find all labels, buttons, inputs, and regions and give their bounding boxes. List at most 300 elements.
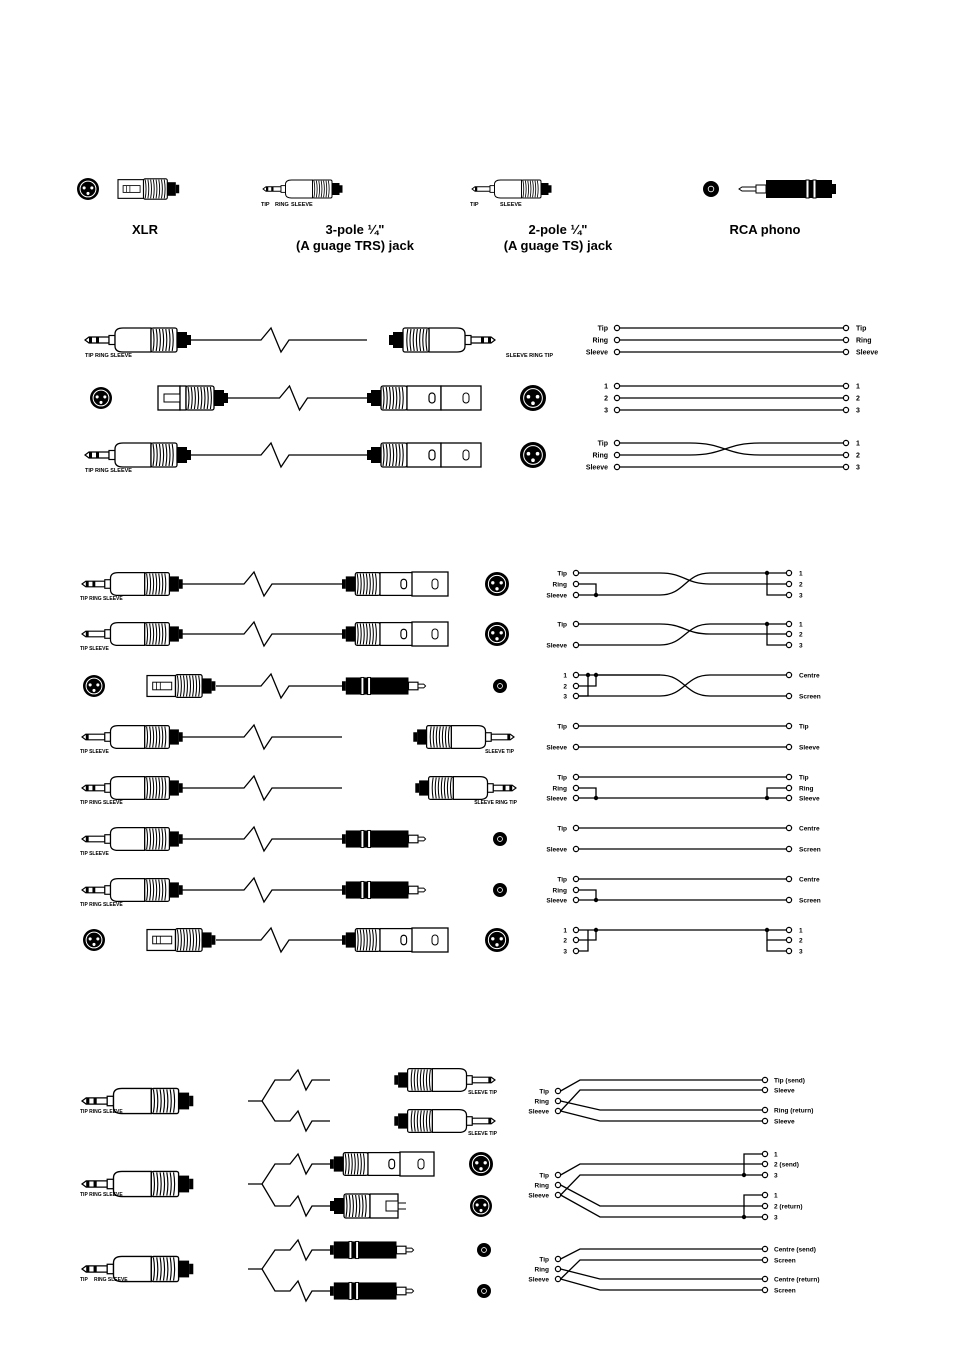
legend-rca-line1: RCA phono xyxy=(729,222,801,237)
xlr-catch xyxy=(429,450,435,460)
strain-relief xyxy=(169,882,179,897)
junction xyxy=(594,593,598,597)
tip-insulator xyxy=(488,1077,491,1083)
terminal xyxy=(573,774,578,779)
label: Screen xyxy=(799,693,821,701)
label: Sleeve xyxy=(546,642,567,650)
label: Sleeve xyxy=(546,846,567,854)
label: Sleeve xyxy=(585,349,608,357)
label: Sleeve xyxy=(546,897,567,905)
plug-collar xyxy=(105,886,111,895)
label: 3 xyxy=(563,948,567,956)
strain-relief-end xyxy=(330,1286,334,1296)
rca-face xyxy=(703,181,719,197)
xlr-body xyxy=(400,1152,434,1176)
label: Tip xyxy=(539,1172,549,1180)
terminal xyxy=(786,846,791,851)
y-cable-branch xyxy=(262,1269,330,1301)
xlr-socket-plug-icon xyxy=(367,443,441,467)
plug-collar xyxy=(105,784,111,793)
plug-label: TIP RING SLEEVE xyxy=(85,353,132,359)
tip-insulator xyxy=(86,581,89,587)
tip-insulator xyxy=(488,1118,491,1124)
terminal xyxy=(786,621,791,626)
plug-tip xyxy=(82,734,105,740)
rca-shell xyxy=(766,180,806,198)
label: 1 xyxy=(856,383,860,391)
terminal xyxy=(573,887,578,892)
rca-band xyxy=(813,180,816,198)
ts-plug-icon xyxy=(413,726,514,749)
strain-relief xyxy=(169,831,179,846)
xlr-body xyxy=(441,443,481,467)
plug-shell xyxy=(111,879,145,902)
tip-insulator xyxy=(86,887,89,893)
label: Tip xyxy=(557,825,567,833)
terminal xyxy=(786,581,791,586)
xlr-pin xyxy=(92,943,95,946)
xlr-socket-plug-icon xyxy=(342,573,412,596)
label: Sleeve xyxy=(856,349,879,357)
label: Tip xyxy=(597,440,608,448)
rca-pin xyxy=(739,187,756,191)
xlr-catch xyxy=(432,579,438,589)
xlr-plug-icon xyxy=(118,179,179,199)
plug-collar xyxy=(490,186,495,193)
strain-relief xyxy=(169,729,179,744)
plug-tip xyxy=(472,1118,495,1124)
ring-insulator xyxy=(92,887,95,893)
junction xyxy=(765,928,769,932)
tip-insulator xyxy=(86,734,89,740)
ring-insulator xyxy=(92,785,95,791)
ts-plug-icon xyxy=(394,1069,495,1092)
plug-shell xyxy=(111,828,145,851)
xlr-body-ext xyxy=(400,1152,434,1176)
label: Sleeve xyxy=(774,1118,795,1126)
plug-shell xyxy=(429,328,465,352)
plug-collar xyxy=(105,580,111,589)
label: 2 (send) xyxy=(774,1161,799,1169)
y-cable-branch xyxy=(262,1184,330,1216)
strain-relief-end xyxy=(342,834,346,844)
strain-relief-end xyxy=(189,1264,193,1275)
xlr-pin xyxy=(483,1203,486,1206)
ts-plug-icon xyxy=(82,623,183,646)
terminal xyxy=(573,642,578,647)
plug-shell xyxy=(286,180,313,198)
xlr-socket-icon xyxy=(469,1152,493,1176)
xlr-plug-icon xyxy=(147,929,215,952)
strain-relief xyxy=(179,1261,190,1278)
label: 3 xyxy=(856,464,860,472)
label: 3 xyxy=(774,1172,778,1180)
xlr-pin xyxy=(500,631,503,634)
xlr-body xyxy=(412,622,448,646)
terminal xyxy=(786,948,791,953)
plug-tip xyxy=(491,734,514,740)
rca-face xyxy=(493,679,507,693)
wire xyxy=(561,1279,763,1290)
plug-label: TIP SLEEVE xyxy=(80,749,109,755)
terminal xyxy=(555,1266,560,1271)
label: 2 xyxy=(604,395,608,403)
terminal xyxy=(614,440,619,445)
label: Tip xyxy=(597,325,608,333)
plug-collar xyxy=(107,1179,113,1188)
plug-label: TIP RING SLEEVE xyxy=(80,902,123,908)
rca-plug-icon xyxy=(330,1241,414,1258)
junction xyxy=(742,1173,746,1177)
strain-relief xyxy=(334,1156,344,1171)
xlr-pin xyxy=(475,1161,478,1164)
plug-label: TIP SLEEVE xyxy=(80,851,109,857)
ring-insulator xyxy=(96,452,99,458)
xlr-catch xyxy=(418,1159,424,1169)
xlr-body xyxy=(380,573,412,596)
label: Centre (return) xyxy=(774,1276,820,1284)
cable-break xyxy=(182,572,342,596)
label: Screen xyxy=(799,846,821,854)
strain-relief xyxy=(202,932,212,947)
plug-shell xyxy=(111,573,145,596)
plug-shell xyxy=(111,726,145,749)
ts-plug-icon xyxy=(472,180,552,198)
ring-insulator xyxy=(94,1098,97,1104)
rca-body xyxy=(346,677,361,694)
ring-insulator xyxy=(94,1266,97,1272)
xlr-catch xyxy=(389,1159,395,1169)
junction xyxy=(765,571,769,575)
label: 3 xyxy=(799,642,803,650)
cable-break xyxy=(216,674,342,698)
terminal xyxy=(843,395,848,400)
label: 3 xyxy=(604,407,608,415)
terminal xyxy=(762,1107,767,1112)
plug-label: TIP RING SLEEVE xyxy=(80,1109,123,1115)
strain-relief-end xyxy=(330,1159,334,1169)
terminal xyxy=(786,795,791,800)
label: 3 xyxy=(799,592,803,600)
junction xyxy=(742,1215,746,1219)
plug-collar xyxy=(105,733,111,742)
terminal xyxy=(786,631,791,636)
terminal xyxy=(786,642,791,647)
label: Sleeve xyxy=(546,744,567,752)
plug-collar xyxy=(281,186,286,193)
label: 2 xyxy=(799,581,803,589)
strain-relief-end xyxy=(415,783,419,793)
rca-plug-icon xyxy=(330,1282,414,1299)
rca-sleeve xyxy=(397,1287,407,1295)
xlr-socket-icon xyxy=(77,178,99,200)
tip-insulator xyxy=(475,187,477,192)
label: Tip xyxy=(799,723,809,731)
plug-label: RING SLEEVE xyxy=(94,1277,128,1283)
cable-break xyxy=(182,878,342,902)
plug-shell xyxy=(432,1110,466,1133)
label: Centre xyxy=(799,876,820,884)
cable-break xyxy=(182,827,342,851)
xlr-body xyxy=(412,928,448,952)
label: 1 xyxy=(799,927,803,935)
plug-label: TIP RING SLEEVE xyxy=(80,596,123,602)
rca-socket-icon xyxy=(493,832,507,846)
label: Tip xyxy=(799,774,809,782)
label: Sleeve xyxy=(528,1108,549,1116)
rca-pin xyxy=(418,837,426,841)
terminal xyxy=(843,337,848,342)
rca-band xyxy=(349,1241,352,1258)
tip-insulator xyxy=(89,337,92,343)
trs-plug-icon xyxy=(415,777,516,800)
label: Screen xyxy=(799,897,821,905)
terminal xyxy=(762,1087,767,1092)
terminal xyxy=(786,672,791,677)
strain-relief-end xyxy=(394,1075,398,1085)
rca-face xyxy=(493,832,507,846)
plug-label: TIP RING SLEEVE xyxy=(85,468,132,474)
rca-band xyxy=(368,830,371,847)
tip-insulator xyxy=(507,734,510,740)
strain-relief-end xyxy=(413,732,417,742)
xlr-pin xyxy=(89,683,92,686)
strain-relief xyxy=(169,576,179,591)
strain-relief-end xyxy=(549,185,552,193)
rca-band xyxy=(368,881,371,898)
strain-relief xyxy=(541,183,549,195)
label: Centre xyxy=(799,672,820,680)
terminal xyxy=(614,464,619,469)
terminal xyxy=(614,452,619,457)
terminal xyxy=(614,395,619,400)
terminal xyxy=(614,383,619,388)
xlr-catch xyxy=(401,579,407,589)
xlr-latch xyxy=(164,394,180,402)
strain-relief-end xyxy=(340,185,343,193)
terminal xyxy=(762,1077,767,1082)
tip-insulator xyxy=(86,631,89,637)
y-cable-branch xyxy=(262,1101,330,1131)
label: Ring xyxy=(799,785,814,793)
terminal xyxy=(762,1203,767,1208)
terminal xyxy=(573,744,578,749)
wire xyxy=(579,624,787,634)
terminal xyxy=(786,723,791,728)
xlr-pin xyxy=(96,395,99,398)
strain-relief xyxy=(371,447,381,463)
ring-insulator xyxy=(94,1181,97,1187)
wire xyxy=(561,1164,763,1175)
strain-relief xyxy=(179,1176,190,1193)
xlr-pin xyxy=(491,631,494,634)
terminal xyxy=(786,876,791,881)
xlr-body xyxy=(380,623,412,646)
xlr-pin xyxy=(531,458,535,462)
wire xyxy=(767,930,786,940)
xlr-body-ext xyxy=(412,572,448,596)
xlr-pin xyxy=(491,581,494,584)
rca-band xyxy=(356,1282,359,1299)
ring-insulator xyxy=(503,785,506,791)
rca-body xyxy=(346,881,361,898)
rca-socket-icon xyxy=(477,1243,491,1257)
xlr-body-ext xyxy=(412,622,448,646)
label: Ring xyxy=(552,785,567,793)
rca-band xyxy=(364,881,368,898)
wire xyxy=(579,890,596,900)
terminal xyxy=(762,1151,767,1156)
strain-relief-end xyxy=(367,393,371,403)
xlr-pin xyxy=(495,587,498,590)
wire xyxy=(620,443,844,455)
terminal xyxy=(786,937,791,942)
label: Sleeve xyxy=(528,1192,549,1200)
legend-trs-line1: 3-pole ¼" xyxy=(325,222,385,237)
plug-tip xyxy=(472,1077,495,1083)
legend-ts-line1: 2-pole ¼" xyxy=(528,222,588,237)
label: Ring xyxy=(552,581,567,589)
terminal xyxy=(555,1182,560,1187)
label: 1 xyxy=(563,927,567,935)
xlr-pin xyxy=(92,689,95,692)
strain-relief xyxy=(346,626,356,641)
tip-insulator xyxy=(86,1098,89,1104)
cable-break xyxy=(228,386,367,410)
xlr-pin xyxy=(83,186,86,189)
rca-plug-icon xyxy=(342,677,426,694)
terminal xyxy=(762,1161,767,1166)
label: 1 xyxy=(856,440,860,448)
xlr-catch xyxy=(463,393,469,403)
plug-shell xyxy=(115,443,151,467)
junction xyxy=(765,622,769,626)
label: Sleeve xyxy=(546,592,567,600)
terminal xyxy=(843,440,848,445)
xlr-pin xyxy=(479,1209,482,1212)
terminal xyxy=(573,948,578,953)
xlr-grip xyxy=(144,179,168,199)
xlr-pin xyxy=(484,1161,487,1164)
label: 2 xyxy=(799,631,803,639)
strain-relief-end xyxy=(176,185,179,194)
terminal xyxy=(786,774,791,779)
wire xyxy=(767,788,786,798)
terminal xyxy=(573,723,578,728)
trs-plug-icon xyxy=(82,777,183,800)
tip-insulator xyxy=(509,785,512,791)
terminal xyxy=(573,795,578,800)
terminal xyxy=(762,1214,767,1219)
terminal xyxy=(555,1276,560,1281)
ring-insulator xyxy=(96,337,99,343)
legend-plug-sleeve-label: SLEEVE xyxy=(291,202,313,208)
label: Centre xyxy=(799,825,820,833)
strain-relief-end xyxy=(832,184,836,194)
plug-label: TIP RING SLEEVE xyxy=(80,800,123,806)
rca-face xyxy=(477,1243,491,1257)
xlr-plug-icon xyxy=(158,386,228,410)
xlr-pin xyxy=(500,937,503,940)
strain-relief-end xyxy=(189,1179,193,1190)
xlr-socket-icon xyxy=(485,928,509,952)
label: Sleeve xyxy=(799,795,820,803)
trs-plug-icon xyxy=(85,328,191,352)
wire xyxy=(561,1175,763,1195)
rca-band xyxy=(356,1241,359,1258)
strain-relief-end xyxy=(394,1116,398,1126)
xlr-body xyxy=(380,929,412,952)
xlr-body-ext xyxy=(412,928,448,952)
terminal xyxy=(614,325,619,330)
cable-break xyxy=(191,443,367,467)
terminal xyxy=(762,1172,767,1177)
rca-body xyxy=(334,1282,349,1299)
terminal xyxy=(843,383,848,388)
ts-plug-icon xyxy=(82,726,183,749)
plug-label: TIP xyxy=(80,1277,88,1283)
ring-insulator xyxy=(481,337,484,343)
plug-tip xyxy=(472,187,490,192)
terminal xyxy=(573,672,578,677)
terminal xyxy=(762,1118,767,1123)
terminal xyxy=(762,1287,767,1292)
plug-shell xyxy=(111,777,145,800)
terminal xyxy=(573,937,578,942)
rca-band xyxy=(361,677,364,694)
plug-collar xyxy=(105,630,111,639)
terminal xyxy=(786,570,791,575)
trs-plug-icon xyxy=(263,180,343,198)
strain-relief-end xyxy=(187,335,191,345)
label: 1 xyxy=(799,570,803,578)
xlr-socket-icon xyxy=(485,622,509,646)
terminal xyxy=(762,1246,767,1251)
terminal xyxy=(573,621,578,626)
xlr-pin xyxy=(96,937,99,940)
xlr-pin xyxy=(536,395,540,399)
xlr-pin xyxy=(89,937,92,940)
label: 2 xyxy=(563,683,567,691)
plug-label: SLEEVE TIP xyxy=(468,1131,497,1137)
rca-sleeve xyxy=(397,1246,407,1254)
label: 1 xyxy=(563,672,567,680)
label: Tip xyxy=(557,570,567,578)
strain-relief xyxy=(393,332,403,348)
terminal xyxy=(843,464,848,469)
y-cable-branch xyxy=(248,1154,330,1184)
terminal xyxy=(573,785,578,790)
label: 3 xyxy=(856,407,860,415)
plug-collar xyxy=(467,1117,473,1126)
wire xyxy=(579,675,787,696)
y-cable-branch xyxy=(248,1240,330,1269)
xlr-pin xyxy=(527,452,531,456)
legend-trs-line2: (A guage TRS) jack xyxy=(296,238,414,253)
terminal xyxy=(614,349,619,354)
wire xyxy=(579,584,596,595)
terminal xyxy=(555,1172,560,1177)
xlr-socket-plug-icon xyxy=(367,386,441,410)
rca-sleeve xyxy=(756,185,766,193)
xlr-socket-icon xyxy=(520,385,546,411)
label: Sleeve xyxy=(585,464,608,472)
rca-band xyxy=(806,180,809,198)
xlr-catch xyxy=(432,629,438,639)
ts-plug-icon xyxy=(82,828,183,851)
rca-socket-icon xyxy=(493,679,507,693)
xlr-socket-icon xyxy=(83,675,105,697)
